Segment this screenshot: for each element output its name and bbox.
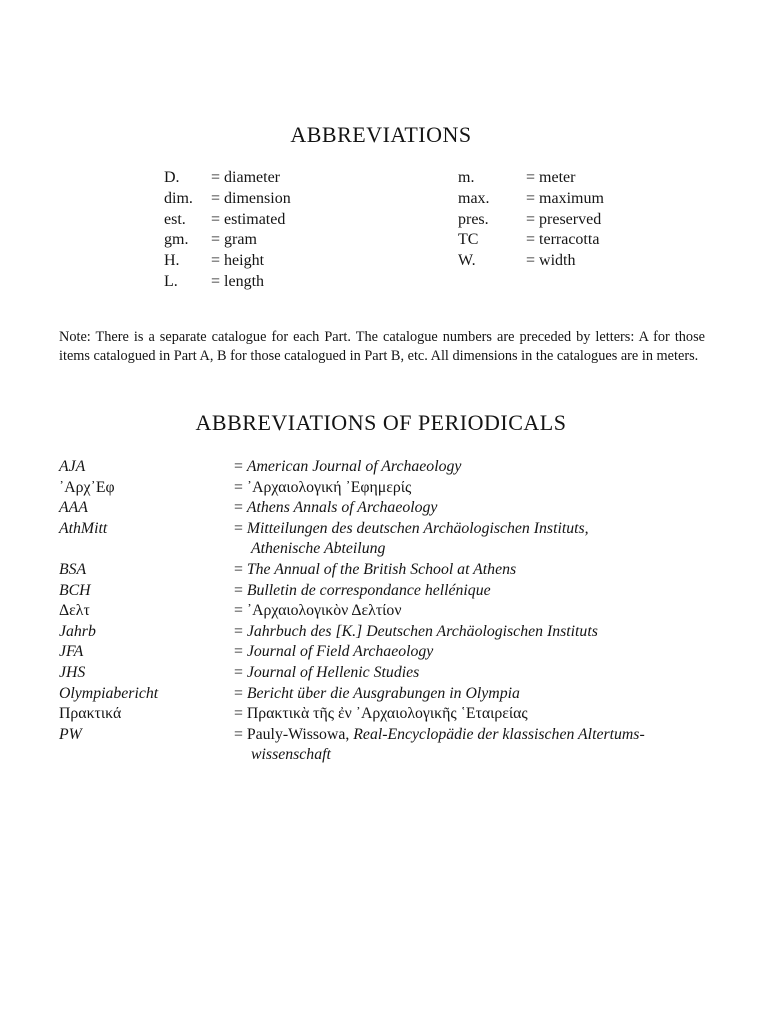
abbreviation-term: pres. — [458, 210, 489, 228]
catalogue-note: Note: There is a separate catalogue for each Part. The catalogue numbers are preceded by letters: A for those items catalogued in Part A, B for those catalogued in Part B, etc. All dimensions in the catalogues are in meters. — [59, 329, 705, 365]
periodical-abbreviation: AJA — [59, 458, 86, 475]
abbreviation-meaning: = maximum — [526, 189, 604, 207]
periodical-row — [59, 684, 709, 705]
periodical-entry — [234, 560, 709, 581]
abbreviation-term: est. — [164, 210, 186, 228]
periodical-title: Πρακτικὰ τῆς ἐν ᾿Αρχαιολογικῆς ῾Εταιρείας — [246, 705, 528, 723]
periodical-title-continuation: wissenschaft — [251, 746, 331, 764]
periodical-row — [59, 498, 709, 519]
periodical-title: Bulletin de correspondance hellénique — [246, 581, 491, 599]
periodical-row — [59, 601, 709, 622]
periodical-title: ᾿Αρχαιολογικὸν Δελτίον — [246, 602, 402, 620]
abbreviation-meaning: = estimated — [211, 210, 286, 228]
abbreviation-row — [458, 251, 604, 272]
periodical-abbreviation: AAA — [59, 499, 88, 517]
periodical-title: Mitteilungen des deutschen Archäologischen Instituts, — [246, 519, 589, 537]
periodical-row — [59, 642, 709, 663]
periodical-abbreviation: BSA — [59, 560, 87, 578]
abbreviation-term: L. — [164, 272, 178, 290]
abbreviation-meaning: = length — [211, 272, 265, 290]
periodical-row — [59, 519, 709, 560]
periodical-equals: = — [234, 643, 247, 661]
periodical-abbreviation: Πρακτικά — [59, 705, 122, 723]
periodical-abbreviation: JFA — [59, 643, 84, 661]
periodical-abbreviation: JHS — [59, 663, 86, 681]
periodical-equals: = — [234, 602, 247, 620]
periodical-title: Bericht über die Ausgrabungen in Olympia — [246, 684, 520, 702]
abbreviation-row — [164, 230, 291, 251]
abbreviation-meaning: = gram — [211, 231, 257, 249]
periodical-row — [59, 622, 709, 643]
periodical-entry — [234, 601, 709, 622]
periodical-entry — [234, 498, 709, 519]
abbreviation-row — [458, 210, 604, 231]
periodical-entry — [234, 457, 709, 478]
abbreviation-term: m. — [458, 169, 475, 186]
periodical-equals: = — [234, 684, 247, 702]
abbreviations-left-column — [164, 168, 291, 293]
abbreviation-row — [164, 210, 291, 231]
periodical-entry — [234, 663, 709, 684]
periodical-title: ᾿Αρχαιολογική ᾿Εφημερίς — [246, 478, 412, 496]
periodical-entry — [234, 684, 709, 705]
abbreviation-term: dim. — [164, 189, 193, 207]
periodical-abbreviation: BCH — [59, 581, 91, 599]
abbreviation-row — [164, 272, 291, 293]
periodical-equals: = — [234, 663, 247, 681]
periodical-row — [59, 663, 709, 684]
periodical-entry — [234, 704, 709, 725]
periodical-equals: = — [234, 478, 247, 496]
periodical-equals: = — [234, 622, 247, 640]
periodical-entry — [234, 519, 709, 560]
abbreviation-term: D. — [164, 169, 180, 186]
abbreviation-row — [164, 189, 291, 210]
periodical-abbreviation: Jahrb — [59, 622, 96, 640]
periodicals-title: ABBREVIATIONS OF PERIODICALS — [195, 410, 567, 435]
periodical-equals: = — [234, 519, 247, 537]
periodical-abbreviation: Olympiabericht — [59, 684, 159, 702]
periodical-abbreviation: ᾿Αρχ᾿Εφ — [59, 478, 115, 496]
abbreviation-meaning: = width — [526, 252, 576, 270]
abbreviations-right-column — [458, 168, 604, 272]
periodical-entry — [234, 642, 709, 663]
periodical-row — [59, 581, 709, 602]
periodical-entry — [234, 478, 709, 499]
periodicals-list — [59, 457, 709, 766]
periodical-equals: = — [234, 560, 247, 578]
periodical-title: Journal of Field Archaeology — [246, 643, 434, 661]
periodical-equals: = — [234, 458, 247, 475]
periodical-row — [59, 457, 709, 478]
periodical-abbreviation: Δελτ — [59, 602, 90, 620]
periodical-equals: = — [234, 705, 247, 723]
abbreviation-term: gm. — [164, 231, 189, 249]
periodical-abbreviation: PW — [59, 725, 82, 743]
abbreviation-meaning: = terracotta — [526, 231, 600, 249]
periodical-entry — [234, 725, 709, 766]
abbreviation-row — [164, 251, 291, 272]
periodical-title: Jahrbuch des [K.] Deutschen Archäologischen Instituts — [246, 622, 598, 640]
periodical-row — [59, 560, 709, 581]
abbreviation-term: TC — [458, 231, 479, 249]
abbreviation-meaning: = diameter — [211, 169, 280, 186]
abbreviation-meaning: = height — [211, 252, 265, 270]
periodical-entry — [234, 622, 709, 643]
periodical-title: The Annual of the British School at Athens — [246, 560, 517, 578]
periodical-row — [59, 478, 709, 499]
periodical-title-continuation: Athenische Abteilung — [251, 540, 386, 558]
periodical-equals: = — [234, 499, 247, 517]
abbreviation-row — [164, 168, 291, 189]
periodical-title: Real-Encyclopädie der klassischen Altertums- — [353, 725, 645, 743]
periodical-title: Athens Annals of Archaeology — [246, 499, 438, 517]
abbreviation-term: max. — [458, 189, 490, 207]
periodical-title: American Journal of Archaeology — [246, 458, 462, 475]
periodical-entry — [234, 581, 709, 602]
periodical-equals: = Pauly-Wissowa, — [234, 725, 354, 743]
periodical-title: Journal of Hellenic Studies — [246, 663, 420, 681]
periodical-row — [59, 725, 709, 766]
abbreviation-meaning: = dimension — [211, 189, 291, 207]
periodical-equals: = — [234, 581, 247, 599]
abbreviation-meaning: = meter — [526, 169, 576, 186]
periodical-abbreviation: AthMitt — [59, 519, 108, 537]
abbreviation-meaning: = preserved — [526, 210, 602, 228]
abbreviation-term: H. — [164, 252, 180, 270]
abbreviation-row — [458, 230, 604, 251]
abbreviation-row — [458, 168, 604, 189]
abbreviation-row — [458, 189, 604, 210]
page-title: ABBREVIATIONS — [290, 122, 472, 147]
abbreviation-term: W. — [458, 252, 476, 270]
periodical-row — [59, 704, 709, 725]
